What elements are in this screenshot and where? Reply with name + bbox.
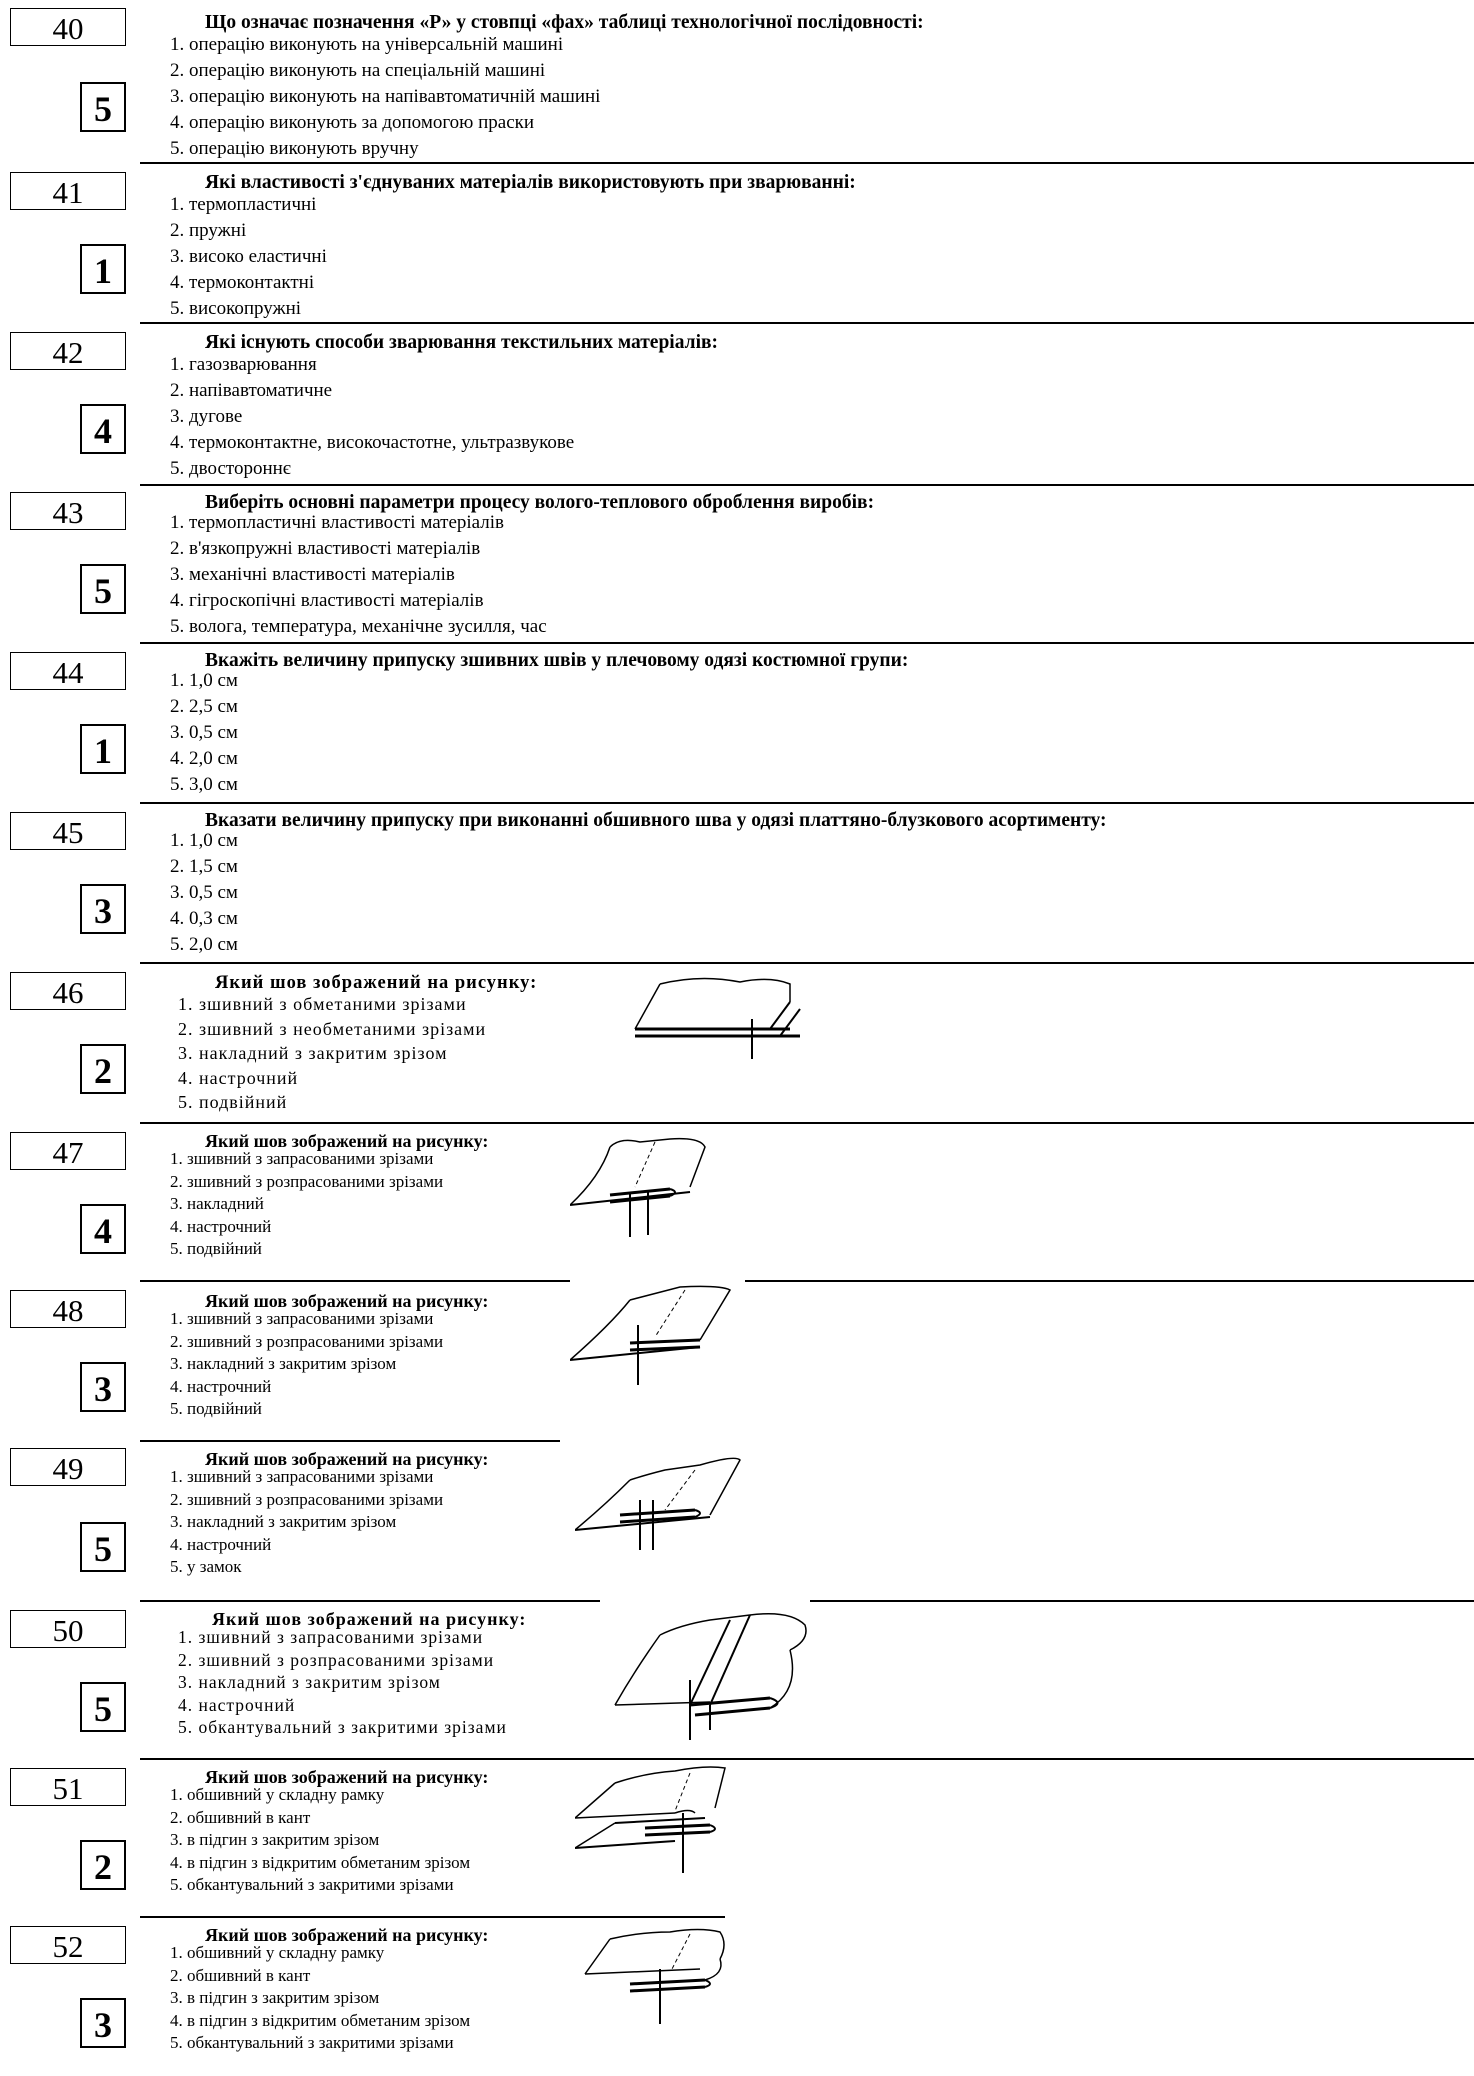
option: 2. обшивний в кант: [170, 1965, 311, 1985]
option: 3. в підгин з закритим зрізом: [170, 1988, 380, 2007]
question-row: [0, 642, 1474, 802]
option: 3. дугове: [170, 406, 243, 427]
question-row: [0, 1916, 1474, 2076]
question-text: Вказати величину припуску при виконанні обшивного шва у одязі платтяно-блузкового асортименту:: [205, 810, 1107, 831]
option: 2. зшивний з розпрасованими зрізами: [178, 1649, 495, 1670]
options-list: [170, 1942, 470, 2055]
seam-figure: [575, 1763, 735, 1883]
options-list: [170, 668, 238, 798]
option: 4. в підгин з відкритим обметаним зрізом: [170, 1852, 471, 1872]
options-list: [170, 510, 547, 640]
option: 5. обкантувальний з закритими зрізами: [170, 2033, 454, 2052]
option: 5. подвійний: [170, 1239, 262, 1258]
separator: [140, 1600, 600, 1602]
question-row: [0, 1600, 1474, 1758]
separator: [140, 1916, 725, 1918]
options-list: [170, 1784, 470, 1897]
option: 2. 2,5 см: [170, 696, 238, 717]
question-number: 42: [10, 332, 126, 370]
separator: [140, 322, 1474, 324]
separator: [745, 1280, 1474, 1282]
option: 5. у замок: [170, 1557, 242, 1576]
question-row: [0, 484, 1474, 642]
option: 2. зшивний з розпрасованими зрізами: [170, 1489, 444, 1509]
answer-box: 5: [80, 564, 126, 614]
question-number: 41: [10, 172, 126, 210]
option: 5. подвійний: [170, 1399, 262, 1418]
option: 5. волога, температура, механічне зусилля, час: [170, 616, 547, 637]
seam-figure: [570, 1285, 740, 1395]
option: 2. зшивний з розпрасованими зрізами: [170, 1171, 444, 1191]
question-text: Який шов зображений на рисунку:: [205, 1291, 489, 1311]
question-text: Який шов зображений на рисунку:: [205, 1131, 489, 1151]
option: 5. двостороннє: [170, 458, 291, 479]
option: 2. операцію виконують на спеціальній машині: [170, 60, 546, 81]
option: 4. настрочний: [170, 1216, 272, 1236]
option: 4. настрочний: [178, 1694, 296, 1715]
option: 4. в підгин з відкритим обметаним зрізом: [170, 2010, 471, 2030]
seam-figure: [575, 1455, 745, 1565]
option: 4. 0,3 см: [170, 908, 238, 929]
separator: [140, 1280, 570, 1282]
question-row: [0, 1758, 1474, 1916]
option: 5. 3,0 см: [170, 774, 238, 795]
seam-figure: [630, 974, 810, 1064]
question-text: Які властивості з'єднуваних матеріалів використовують при зварюванні:: [205, 172, 856, 193]
option: 3. накладний з закритим зрізом: [178, 1043, 448, 1063]
separator: [140, 642, 1474, 644]
question-text: Які існують способи зварювання текстильних матеріалів:: [205, 332, 719, 353]
option: 2. в'язкопружні властивості матеріалів: [170, 538, 481, 559]
question-text: Вкажіть величину припуску зшивних швів у плечовому одязі костюмної групи:: [205, 650, 909, 671]
option: 3. накладний з закритим зрізом: [170, 1512, 397, 1531]
option: 1. операцію виконують на універсальній машині: [170, 34, 564, 55]
option: 2. зшивний з необметаними зрізами: [178, 1018, 487, 1039]
option: 4. 2,0 см: [170, 748, 238, 769]
answer-box: 5: [80, 82, 126, 132]
option: 3. накладний: [170, 1194, 264, 1213]
option: 2. зшивний з розпрасованими зрізами: [170, 1331, 444, 1351]
question-number: 44: [10, 652, 126, 690]
option: 4. гігроскопічні властивості матеріалів: [170, 590, 484, 611]
answer-box: 1: [80, 724, 126, 774]
question-row: [0, 162, 1474, 322]
option: 1. обшивний у складну рамку: [170, 1785, 385, 1804]
question-text: Який шов зображений на рисунку:: [205, 1767, 489, 1787]
option: 4. настрочний: [170, 1534, 272, 1554]
answer-box: 3: [80, 884, 126, 934]
seam-figure: [580, 1924, 730, 2034]
option: 5. обкантувальний з закритими зрізами: [178, 1717, 507, 1737]
question-row: [0, 962, 1474, 1122]
option: 3. в підгин з закритим зрізом: [170, 1830, 380, 1849]
question-number: 43: [10, 492, 126, 530]
question-text: Який шов зображений на рисунку:: [205, 1925, 489, 1945]
options-list: [170, 1308, 443, 1421]
option: 5. операцію виконують вручну: [170, 138, 419, 159]
option: 4. настрочний: [178, 1067, 299, 1088]
option: 2. обшивний в кант: [170, 1807, 311, 1827]
question-row: [0, 1122, 1474, 1280]
question-number: 47: [10, 1132, 126, 1170]
answer-box: 3: [80, 1998, 126, 2048]
option: 5. подвійний: [178, 1092, 288, 1112]
separator: [140, 484, 1474, 486]
separator: [140, 802, 1474, 804]
question-number: 51: [10, 1768, 126, 1806]
option: 4. термоконтактне, високочастотне, ультразвукове: [170, 432, 575, 453]
answer-box: 4: [80, 404, 126, 454]
options-list: [170, 1148, 443, 1261]
question-text: Що означає позначення «Р» у стовпці «фах» таблиці технологічної послідовності:: [205, 12, 924, 33]
option: 5. високопружні: [170, 298, 302, 319]
question-row: [0, 1280, 1474, 1440]
option: 1. зшивний з запрасованими зрізами: [170, 1467, 434, 1486]
question-row: [0, 322, 1474, 482]
separator: [140, 162, 1474, 164]
option: 4. операцію виконують за допомогою праски: [170, 112, 535, 133]
option: 1. 1,0 см: [170, 830, 238, 851]
options-list: [178, 1626, 507, 1739]
question-number: 49: [10, 1448, 126, 1486]
option: 3. високо еластичні: [170, 246, 327, 267]
option: 1. 1,0 см: [170, 670, 238, 691]
option: 3. 0,5 см: [170, 882, 238, 903]
question-number: 52: [10, 1926, 126, 1964]
option: 1. газозварювання: [170, 354, 317, 375]
option: 1. зшивний з запрасованими зрізами: [170, 1149, 434, 1168]
option: 1. обшивний у складну рамку: [170, 1943, 385, 1962]
options-list: [170, 192, 327, 322]
question-text: Який шов зображений на рисунку:: [205, 1449, 489, 1469]
seam-figure: [610, 1610, 810, 1745]
option: 2. 1,5 см: [170, 856, 238, 877]
separator: [810, 1600, 1474, 1602]
seam-figure: [570, 1137, 730, 1247]
options-list: [178, 992, 486, 1115]
options-list: [170, 32, 600, 162]
option: 5. обкантувальний з закритими зрізами: [170, 1875, 454, 1894]
answer-box: 1: [80, 244, 126, 294]
answer-box: 5: [80, 1522, 126, 1572]
question-text: Який шов зображений на рисунку:: [212, 1609, 527, 1629]
option: 3. 0,5 см: [170, 722, 238, 743]
answer-box: 3: [80, 1362, 126, 1412]
option: 1. зшивний з запрасованими зрізами: [170, 1309, 434, 1328]
answer-box: 5: [80, 1682, 126, 1732]
question-number: 40: [10, 8, 126, 46]
option: 1. термопластичні: [170, 194, 317, 215]
separator: [140, 1440, 560, 1442]
options-list: [170, 1466, 443, 1579]
option: 4. термоконтактні: [170, 272, 315, 293]
answer-box: 2: [80, 1044, 126, 1094]
option: 1. зшивний з обметаними зрізами: [178, 994, 467, 1014]
question-number: 46: [10, 972, 126, 1010]
option: 2. пружні: [170, 220, 247, 241]
separator: [140, 1758, 1474, 1760]
question-number: 45: [10, 812, 126, 850]
option: 1. зшивний з запрасованими зрізами: [178, 1627, 484, 1647]
separator: [140, 1122, 1474, 1124]
option: 1. термопластичні властивості матеріалів: [170, 512, 505, 533]
option: 3. операцію виконують на напівавтоматичній машині: [170, 86, 601, 107]
question-number: 50: [10, 1610, 126, 1648]
question-row: [0, 1440, 1474, 1600]
question-text: Виберіть основні параметри процесу волого-теплового оброблення виробів:: [205, 492, 875, 513]
option: 3. накладний з закритим зрізом: [170, 1354, 397, 1373]
answer-box: 4: [80, 1204, 126, 1254]
option: 3. накладний з закритим зрізом: [178, 1672, 441, 1692]
option: 4. настрочний: [170, 1376, 272, 1396]
option: 5. 2,0 см: [170, 934, 238, 955]
question-number: 48: [10, 1290, 126, 1328]
separator: [140, 962, 1474, 964]
option: 3. механічні властивості матеріалів: [170, 564, 455, 585]
question-row: [0, 802, 1474, 962]
answer-box: 2: [80, 1840, 126, 1890]
option: 2. напівавтоматичне: [170, 380, 333, 401]
question-row: [0, 0, 1474, 160]
question-text: Який шов зображений на рисунку:: [215, 973, 538, 993]
options-list: [170, 352, 574, 482]
options-list: [170, 828, 238, 958]
